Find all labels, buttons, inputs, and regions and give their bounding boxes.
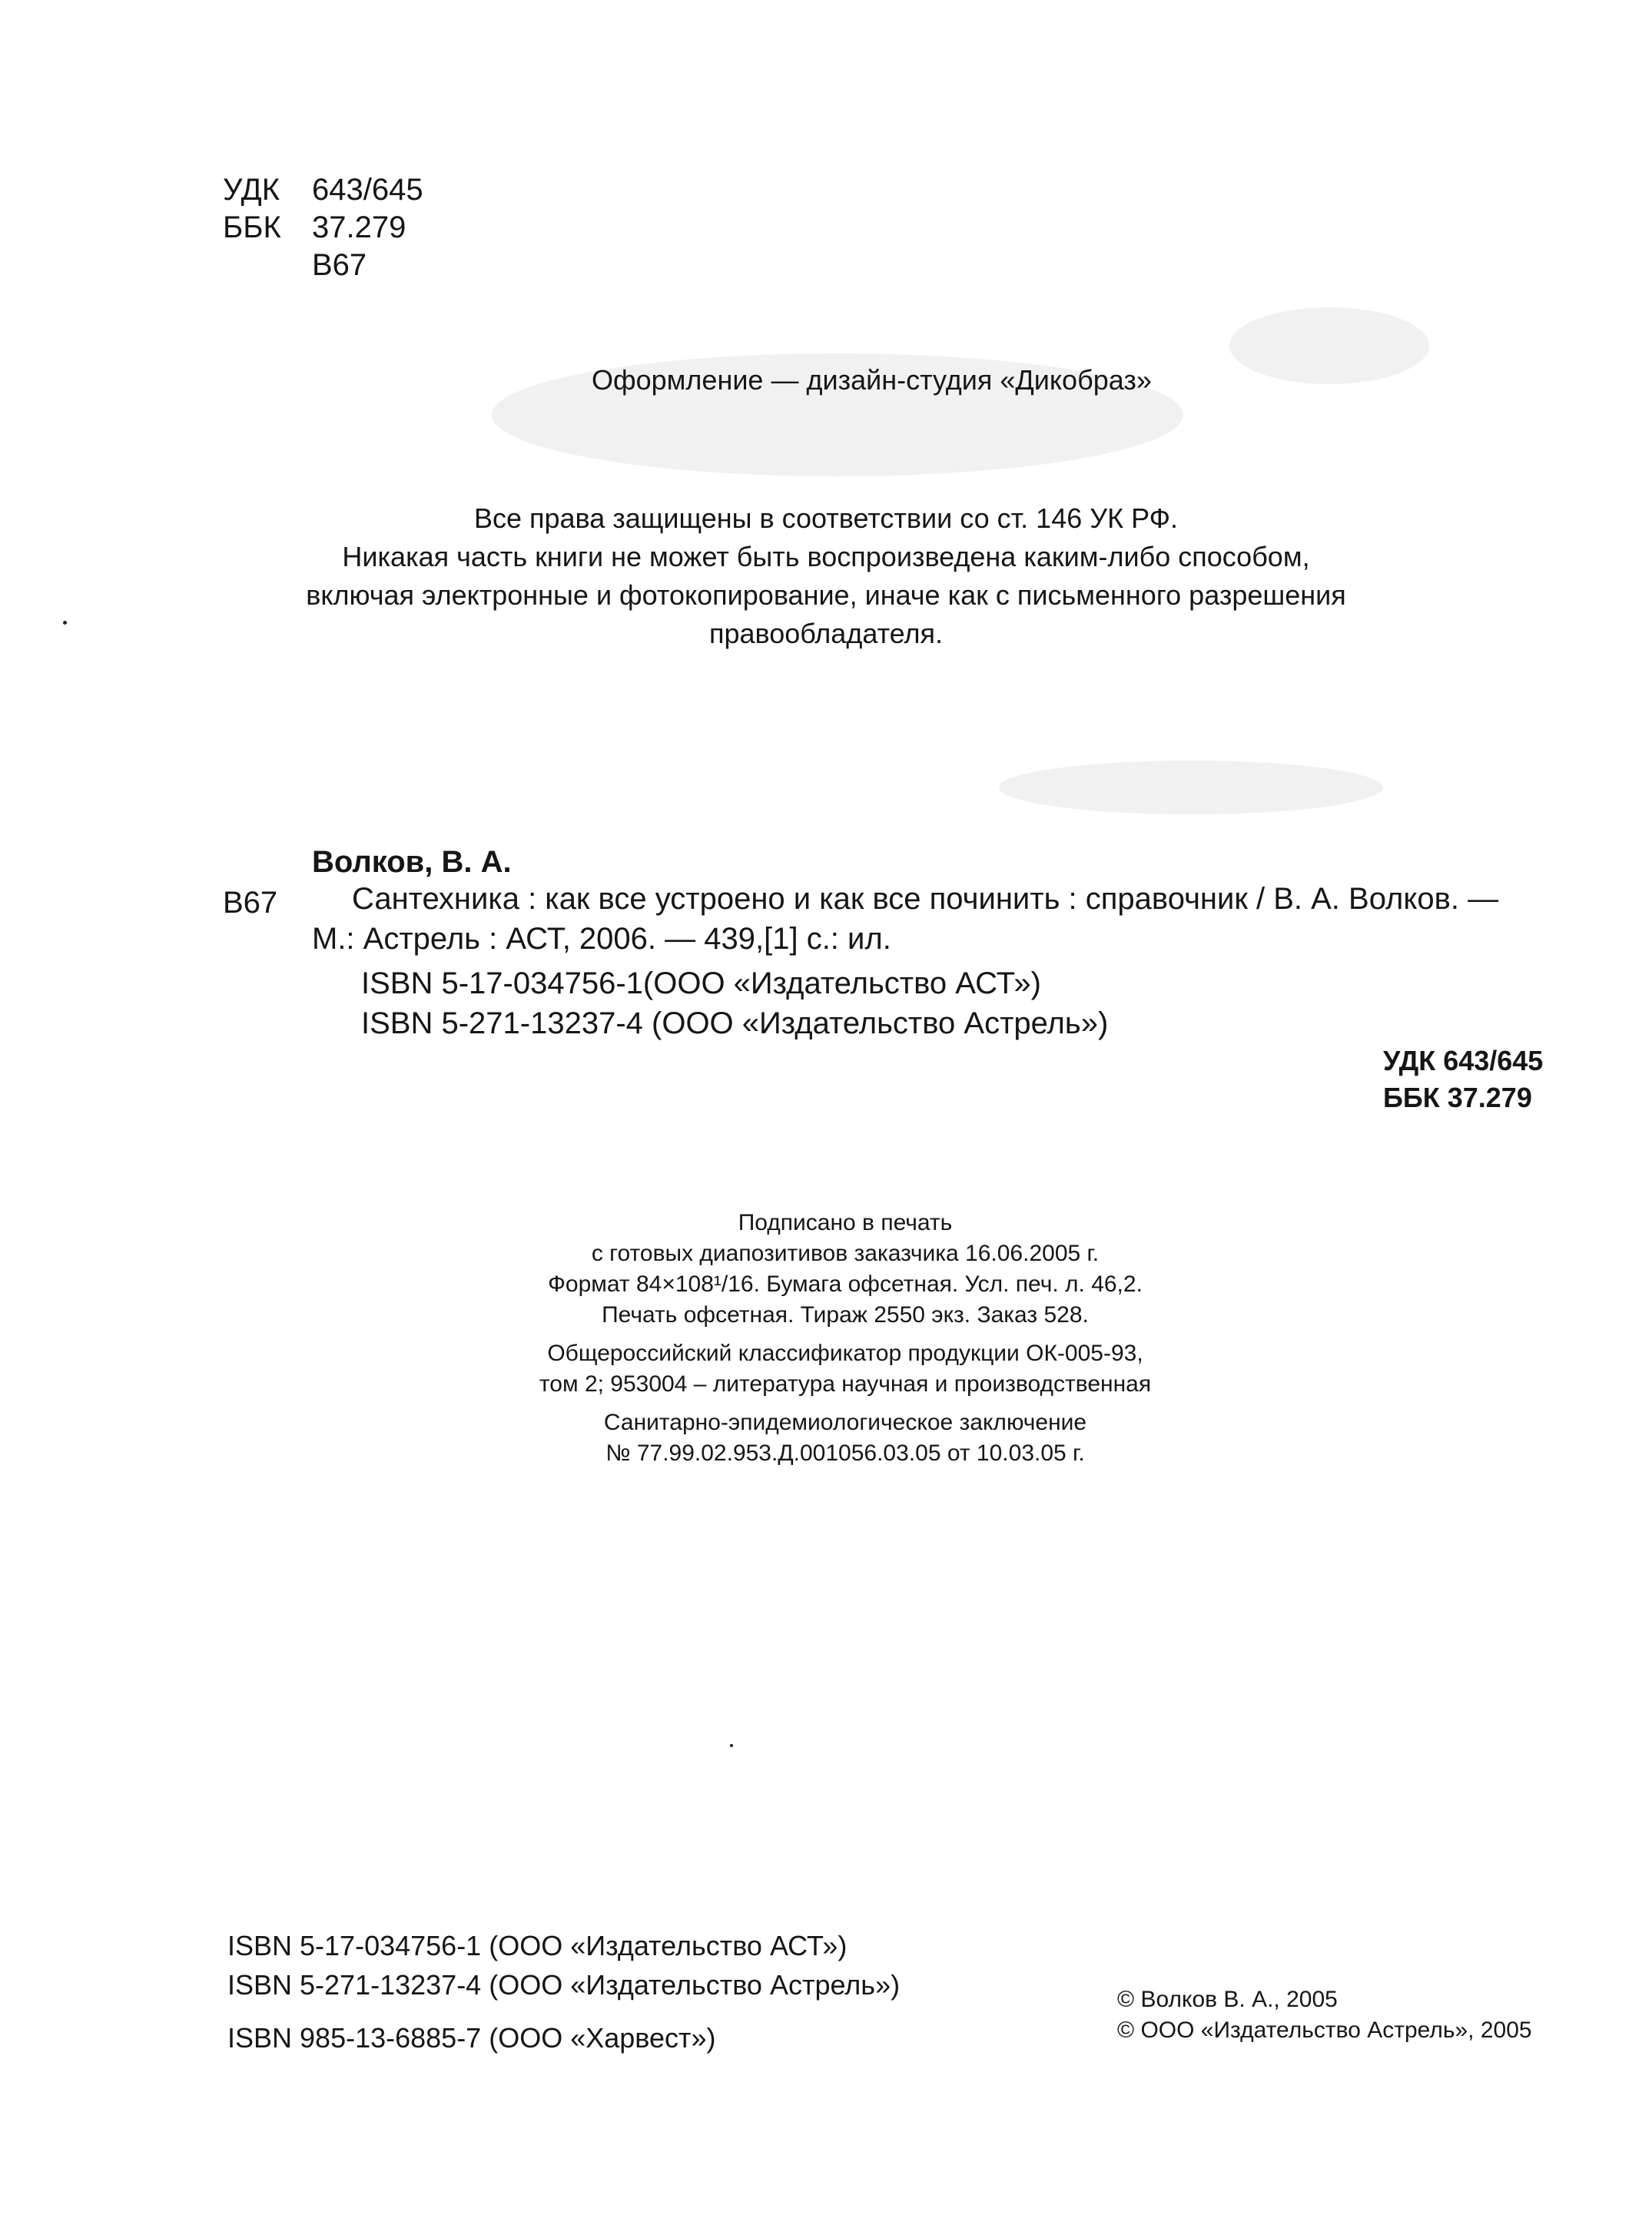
design-credit: Оформление — дизайн-студия «Дикобраз» (592, 364, 1152, 396)
classifier-line: Общероссийский классификатор продукции ОК-005-93, (547, 1341, 1143, 1366)
copyright-notice-line: Никакая часть книги не может быть воспроизведена каким-либо способом, (342, 541, 1310, 572)
copyright-notice-line: правообладателя. (709, 618, 943, 649)
sanitary-line: Санитарно-эпидемиологическое заключение (603, 1410, 1087, 1435)
author-mark-top: В67 (312, 248, 367, 282)
scan-speck (730, 1744, 733, 1747)
copyright-notice-line: включая электронные и фотокопирование, иначе как с письменного разрешения (306, 579, 1346, 611)
copyright-author: © Волков В. А., 2005 (1117, 1987, 1338, 2012)
scan-smudge (999, 761, 1383, 814)
book-title-line: Сантехника : как все устроено и как все починить : справочник / В. А. Волков. — (352, 882, 1499, 916)
copyright-notice (0, 499, 1652, 653)
classifier-line: том 2; 953004 – литература научная и производственная (539, 1371, 1152, 1397)
bottom-isbn-ast: ISBN 5-17-034756-1 (ООО «Издательство АСТ») (227, 1930, 848, 1961)
udk-code: УДК 643/645 (1383, 1045, 1544, 1076)
print-info-line: с готовых диапозитивов заказчика 16.06.2005 г. (591, 1241, 1100, 1266)
print-info-line: Печать офсетная. Тираж 2550 экз. Заказ 528. (602, 1302, 1089, 1328)
bbk-value-top: 37.279 (312, 211, 406, 244)
author-mark: В67 (223, 886, 278, 920)
bbk-code: ББК 37.279 (1383, 1082, 1532, 1113)
copyright-notice-line: Все права защищены в соответствии со ст. 146 УК РФ. (473, 502, 1179, 534)
bbk-label-top: ББК (223, 211, 281, 244)
print-info-line: Формат 84×108¹/16. Бумага офсетная. Усл. печ. л. 46,2. (548, 1271, 1143, 1297)
copyright-publisher: © ООО «Издательство Астрель», 2005 (1117, 2017, 1532, 2043)
udk-label-top: УДК (223, 173, 280, 207)
sanitary-line: № 77.99.02.953.Д.001056.03.05 от 10.03.05 г. (605, 1441, 1085, 1466)
isbn-ast: ISBN 5-17-034756-1(ООО «Издательство АСТ») (361, 966, 1041, 1000)
imprint-line: М.: Астрель : АСТ, 2006. — 439,[1] с.: ил. (312, 922, 891, 956)
isbn-astrel: ISBN 5-271-13237-4 (ООО «Издательство Астрель») (361, 1006, 1109, 1040)
bottom-isbn-astrel: ISBN 5-271-13237-4 (ООО «Издательство Астрель») (227, 1969, 901, 2001)
print-info-line: Подписано в печать (738, 1210, 953, 1235)
print-info (423, 1208, 1268, 1469)
author-heading: Волков, В. А. (312, 845, 512, 879)
scan-smudge (1229, 307, 1429, 384)
bottom-isbn-harvest: ISBN 985-13-6885-7 (ООО «Харвест») (227, 2022, 716, 2054)
udk-value-top: 643/645 (312, 173, 423, 207)
